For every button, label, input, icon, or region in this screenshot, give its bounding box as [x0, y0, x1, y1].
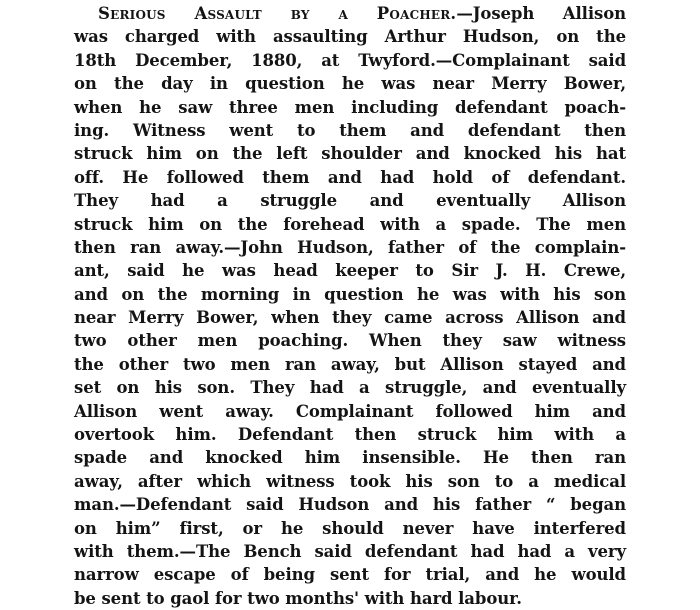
article-line-4: on the day in question he was near Merry Bower,	[74, 74, 626, 94]
article-line-2: was charged with assaulting Arthur Hudson, on the	[74, 27, 626, 47]
article-line-5: when he saw three men including defendant poach-	[74, 97, 626, 117]
article-line-25: narrow escape of being sent for trial, and he would	[74, 565, 626, 585]
article-line-6: ing. Witness went to them and defendant then	[74, 120, 626, 140]
article-line-16: the other two men ran away, but Allison stayed and	[74, 354, 626, 374]
article-line-23: on him” first, or he should never have interfered	[74, 518, 626, 538]
article-line-9: They had a struggle and eventually Allison	[74, 191, 626, 211]
article-line-12: ant, said he was head keeper to Sir J. H. Crewe,	[74, 261, 626, 281]
article-line-15: two other men poaching. When they saw witness	[74, 331, 626, 351]
article-line-7: struck him on the left shoulder and knocked his hat	[74, 144, 626, 164]
article-headline: Serious Assault by a Poacher.	[98, 4, 457, 23]
article-line-8: off. He followed them and had hold of defendant.	[74, 167, 626, 187]
article-line-14: near Merry Bower, when they came across Allison and	[74, 308, 626, 328]
article-line-20: spade and knocked him insensible. He then ran	[74, 448, 626, 468]
article-line-22: man.—Defendant said Hudson and his father “ began	[74, 495, 626, 515]
article-line-19: overtook him. Defendant then struck him with a	[74, 425, 626, 445]
article-line-24: with them.—The Bench said defendant had had a very	[74, 541, 626, 561]
article-line-1-text: —Joseph Allison	[456, 4, 626, 23]
article-line-1	[74, 2, 626, 25]
news-article	[74, 2, 626, 610]
article-line-21: away, after which witness took his son to a medical	[74, 471, 626, 491]
article-line-26: be sent to gaol for two months' with hard labour.	[74, 588, 522, 608]
article-line-3: 18th December, 1880, at Twyford.—Complainant said	[74, 50, 626, 70]
article-line-11: then ran away.—John Hudson, father of the complain-	[74, 237, 626, 257]
article-line-10: struck him on the forehead with a spade. The men	[74, 214, 626, 234]
article-line-18: Allison went away. Complainant followed him and	[74, 401, 626, 421]
article-line-17: set on his son. They had a struggle, and eventually	[74, 378, 626, 398]
article-line-13: and on the morning in question he was with his son	[74, 284, 626, 304]
